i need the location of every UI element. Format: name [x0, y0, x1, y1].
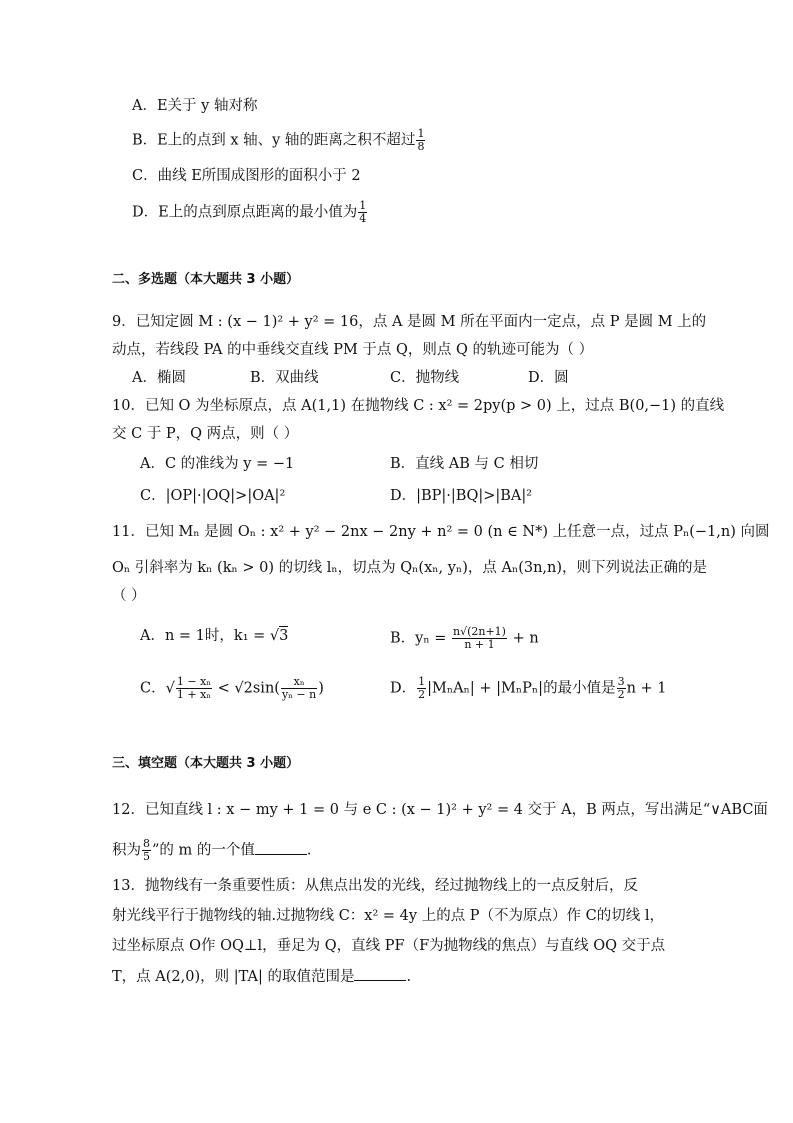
fraction-numerator: 3 — [617, 675, 625, 688]
q8-option-a: A．E关于 y 轴对称 — [132, 98, 258, 114]
q12-answer-blank[interactable] — [255, 840, 307, 855]
q8-option-c: C．曲线 E所围成图形的面积小于 2 — [132, 168, 361, 184]
q8-option-b-text: B．E上的点到 x 轴、y 轴的距离之积不超过 — [132, 132, 416, 149]
fraction-numerator: 1 — [417, 127, 425, 140]
q9-option-a: A．椭圆 — [132, 370, 186, 386]
q12-text-pre: 积为 — [112, 842, 141, 859]
q11-option-b — [390, 626, 539, 651]
fraction-numerator: n√(2n+1) — [453, 625, 506, 638]
fraction-denominator: 2 — [617, 688, 625, 701]
fraction-numerator: 8 — [143, 837, 150, 850]
fraction-denominator: 2 — [418, 688, 426, 701]
q12-fraction — [142, 838, 151, 863]
q11-option-c: C．√ $\frac{\text{1 − xₙ}}{\text{1 + xₙ}}$ < √2sin( $\frac{\text{xₙ}}{\text{yₙ − n}}$ ) — [140, 675, 324, 701]
q11-option-c-fraction-2 — [281, 676, 317, 701]
q10-option-b: B．直线 AB 与 C 相切 — [390, 456, 539, 472]
fraction-numerator: 1 — [359, 199, 367, 212]
fraction-denominator: 8 — [417, 140, 425, 153]
q12-stem-line-1: 12．已知直线 l : x − my + 1 = 0 与 e C : (x − 1)² + y² = 4 交于 A，B 两点，写出满足“∨ABC面 — [112, 802, 768, 818]
q13-stem-line-1: 13．抛物线有一条重要性质：从焦点出发的光线，经过抛物线上的一点反射后，反 — [112, 878, 638, 894]
fraction-denominator: 5 — [143, 850, 150, 863]
q10-option-d: D．|BP|·|BQ|>|BA|² — [390, 488, 533, 504]
q10-stem-line-1: 10．已知 O 为坐标原点，点 A(1,1) 在抛物线 C : x² = 2py(p > 0) 上，过点 B(0,−1) 的直线 — [112, 398, 725, 414]
q11-option-d-middle: |MₙAₙ| + |MₙPₙ|的最小值是 — [427, 680, 616, 697]
q9-option-d: D．圆 — [528, 370, 569, 386]
fraction-numerator: xₙ — [281, 676, 317, 689]
q13-answer-blank[interactable] — [354, 966, 406, 981]
q11-option-d-tail: n + 1 — [626, 680, 667, 697]
q11-option-a-text: A．n = 1时，k₁ = — [140, 628, 270, 644]
q9-stem-line-1: 9．已知定圆 M : (x − 1)² + y² = 16，点 A 是圆 M 所在平面内一定点，点 P 是圆 M 上的 — [112, 314, 707, 330]
q8-option-d — [132, 200, 368, 225]
fraction-numerator: 1 — [418, 675, 426, 688]
q8-option-d-text: D．E上的点到原点距离的最小值为 — [132, 204, 358, 221]
q13-text-pre: T，点 A(2,0)，则 |TA| 的取值范围是 — [112, 969, 355, 985]
q11-option-c-middle: < √2sin( — [213, 680, 280, 697]
q10-option-a: A．C 的准线为 y = −1 — [140, 456, 295, 472]
section-2-heading: 二、多选题（本大题共 3 小题） — [112, 272, 300, 287]
q10-option-c: C．|OP|·|OQ|>|OA|² — [140, 488, 286, 504]
q12-stem-line-2 — [112, 838, 321, 863]
q10-stem-line-2: 交 C 于 P，Q 两点，则（ ） — [112, 426, 299, 442]
q11-option-c-fraction-1 — [176, 676, 212, 701]
fraction-denominator: n + 1 — [464, 638, 495, 651]
q11-option-a: A．n = 1时，k₁ = √3 — [140, 628, 289, 644]
q12-text-end: ． — [306, 842, 322, 859]
q8-option-b-fraction — [416, 128, 425, 153]
q9-option-b: B．双曲线 — [250, 370, 319, 386]
q13-stem-line-2: 射光线平行于抛物线的轴.过抛物线 C：x² = 4y 上的点 P（不为原点）作 C的切线 l， — [112, 908, 665, 924]
q11-option-d-fraction-2 — [617, 676, 626, 701]
q11-stem-line-2: Oₙ 引斜率为 kₙ (kₙ > 0) 的切线 lₙ，切点为 Qₙ(xₙ, yₙ)，点 Aₙ(3n,n)，则下列说法正确的是 — [112, 560, 708, 576]
q8-option-b — [132, 128, 426, 153]
q11-stem-line-3: （ ） — [112, 588, 146, 604]
q11-option-c-tail: ) — [318, 680, 324, 697]
q13-stem-line-3: 过坐标原点 O作 OQ⊥l，垂足为 Q，直线 PF（F为抛物线的焦点）与直线 OQ 交于点 — [112, 938, 666, 954]
q11-option-b-text: B．yₙ = — [390, 630, 451, 647]
q11-option-b-fraction — [452, 626, 507, 651]
fraction-numerator: 1 − xₙ — [176, 675, 212, 688]
q8-option-d-fraction — [358, 200, 367, 225]
q11-option-c-label: C． — [140, 680, 166, 697]
q11-option-d — [390, 676, 667, 701]
section-3-heading: 三、填空题（本大题共 3 小题） — [112, 756, 300, 771]
q11-option-b-tail: + n — [507, 630, 539, 647]
q13-text-end: . — [406, 969, 412, 985]
q11-option-d-fraction-1 — [417, 676, 426, 701]
fraction-denominator: yₙ − n — [281, 688, 317, 701]
q9-stem-line-2: 动点，若线段 PA 的中垂线交直线 PM 于点 Q，则点 Q 的轨迹可能为（ ） — [112, 342, 594, 358]
q13-stem-line-4 — [112, 966, 411, 987]
q12-text-post: ”的 m 的一个值 — [152, 842, 255, 859]
q11-option-a-radicand: 3 — [279, 628, 289, 644]
q11-option-d-label: D． — [390, 680, 417, 697]
q9-option-c: C．抛物线 — [390, 370, 460, 386]
fraction-denominator: 1 + xₙ — [176, 688, 212, 701]
q11-stem-line-1: 11．已知 Mₙ 是圆 Oₙ : x² + y² − 2nx − 2ny + n² = 0 (n ∈ N*) 上任意一点，过点 Pₙ(−1,n) 向圆 — [112, 524, 770, 540]
fraction-denominator: 4 — [359, 212, 367, 225]
